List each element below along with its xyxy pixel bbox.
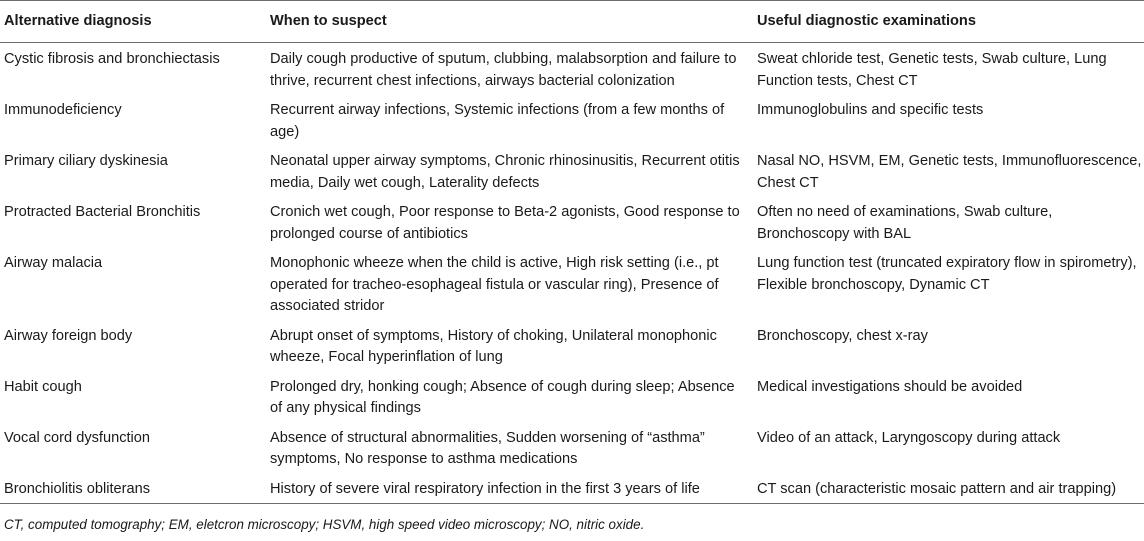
- cell-diagnosis: Vocal cord dysfunction: [4, 429, 151, 446]
- header-when-to-suspect: When to suspect: [266, 1, 753, 43]
- cell-examinations: CT scan (characteristic mosaic pattern and air trapping): [753, 473, 1144, 504]
- cell-diagnosis: Airway malacia: [4, 255, 103, 271]
- cell-examinations: Video of an attack, Laryngoscopy during attack: [757, 429, 1061, 446]
- cell-diagnosis: Cystic fibrosis and bronchiectasis: [4, 51, 220, 67]
- cell-diagnosis: Bronchiolitis obliterans: [0, 473, 266, 504]
- cell-examinations: Immunoglobulins and specific tests: [757, 102, 984, 118]
- table-header: [0, 1, 1144, 43]
- cell-diagnosis: Primary ciliary dyskinesia: [4, 153, 168, 169]
- table-row: [0, 422, 1144, 473]
- table-row: [0, 371, 1144, 422]
- cell-diagnosis: Habit cough: [4, 378, 82, 395]
- table-row: [0, 247, 1144, 320]
- table-row: [0, 473, 1144, 504]
- cell-when-to-suspect: Cronich wet cough, Poor response to Beta-2 agonists, Good response to prolonged course of antibiotics: [270, 204, 740, 242]
- cell-examinations: Lung function test (truncated expiratory flow in spirometry), Flexible bronchoscopy, Dynamic CT: [757, 255, 1137, 293]
- table-row: [0, 320, 1144, 371]
- cell-examinations: Medical investigations should be avoided: [757, 378, 1023, 395]
- cell-diagnosis: Airway foreign body: [4, 327, 133, 344]
- cell-when-to-suspect: Daily cough productive of sputum, clubbing, malabsorption and failure to thrive, recurrent chest infections, airways bacterial colonization: [270, 51, 737, 89]
- header-diagnostic-examinations: Useful diagnostic examinations: [753, 1, 1144, 43]
- cell-examinations: Often no need of examinations, Swab culture, Bronchoscopy with BAL: [757, 204, 1053, 242]
- cell-diagnosis: Protracted Bacterial Bronchitis: [4, 204, 201, 220]
- header-alternative-diagnosis: Alternative diagnosis: [0, 1, 266, 43]
- cell-when-to-suspect: Prolonged dry, honking cough; Absence of cough during sleep; Absence of any physical findings: [270, 378, 735, 416]
- cell-when-to-suspect: Monophonic wheeze when the child is active, High risk setting (i.e., pt operated for tracheo-esophageal fistula or vascular ring), Presence of associated stridor: [270, 255, 719, 314]
- cell-diagnosis: Immunodeficiency: [4, 102, 122, 118]
- cell-when-to-suspect: History of severe viral respiratory infection in the first 3 years of life: [266, 473, 753, 504]
- cell-when-to-suspect: Recurrent airway infections, Systemic infections (from a few months of age): [270, 102, 725, 140]
- cell-examinations: Bronchoscopy, chest x-ray: [757, 327, 928, 344]
- cell-examinations: Sweat chloride test, Genetic tests, Swab culture, Lung Function tests, Chest CT: [757, 51, 1107, 89]
- table-row: [0, 145, 1144, 196]
- table-row: [0, 94, 1144, 145]
- table-footnote: CT, computed tomography; EM, eletcron microscopy; HSVM, high speed video microscopy; NO, nitric oxide.: [4, 517, 645, 532]
- cell-when-to-suspect: Absence of structural abnormalities, Sudden worsening of “asthma” symptoms, No response to asthma medications: [270, 429, 705, 467]
- table-body: [0, 43, 1144, 504]
- header-row: [0, 1, 1144, 43]
- cell-when-to-suspect: Abrupt onset of symptoms, History of choking, Unilateral monophonic wheeze, Focal hyperinflation of lung: [270, 327, 717, 365]
- cell-examinations: Nasal NO, HSVM, EM, Genetic tests, Immunofluorescence, Chest CT: [757, 153, 1142, 191]
- cell-when-to-suspect: Neonatal upper airway symptoms, Chronic rhinosinusitis, Recurrent otitis media, Daily wet cough, Laterality defects: [270, 153, 740, 191]
- table-row: [0, 196, 1144, 247]
- table-row: [0, 43, 1144, 95]
